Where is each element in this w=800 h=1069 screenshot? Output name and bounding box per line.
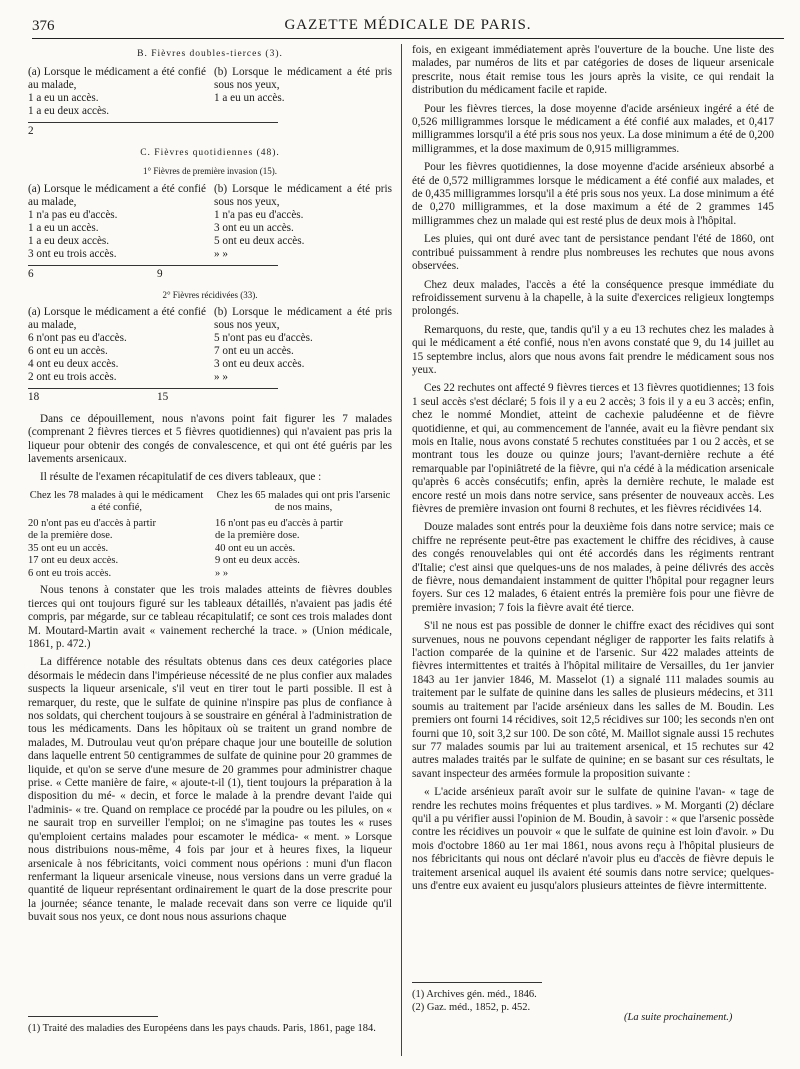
paragraph: S'il ne nous est pas possible de donner le chiffre exact des récidives qui sont survenues, nous ne pouvons cependant négliger de rapporter les faits relatifs à l'action comparée de la quinine et de l'arsenic. Sur 422 malades atteints de fièvres intermittentes et traités à l'hôpital militaire de Versailles, du 1er janvier 1843 au 1er janvier 1846, M. Masselot (1) a signalé 111 malades soumis au traitement par le sulfate de quinine dans les salles de plusieurs médecins, et 311 soumis au traitement par l'acide arsénieux dans les salles de M. Boudin. Les premiers ont fourni 14 récidives, soit 12,5 récidives sur 100; les seconds n'en ont fourni que 10, soit 3,2 sur 100. De son côté, M. Maillot signale aussi 15 rechutes sur 77 malades soumis par lui au traitement arsenical, et 15 rechutes sur 42 autres malades traités par le sulfate de quinine; en se basant sur ces résultats, le savant inspecteur des armées formule la proposition suivante : bbox=[412, 620, 774, 780]
paragraph: fois, en exigeant immédiatement après l'ouverture de la bouche. Une liste des malades, par numéros de lits et par catégories de doses de liqueur arsenicale prescrite, nous était remise tous les jours après la visite, ce qui rendait la distribution du médicament facile et rapide. bbox=[412, 44, 774, 97]
journal-title: GAZETTE MÉDICALE DE PARIS. bbox=[284, 17, 532, 33]
paragraph: Chez deux malades, l'accès a été la conséquence presque immédiate du refroidissement survenu à la chapelle, à la suite d'exercices religieux longtemps prolongés. bbox=[412, 278, 774, 318]
c2-total-row bbox=[28, 388, 278, 404]
col-b-header: (b) Lorsque le médicament a été pris sous nos yeux, bbox=[214, 182, 392, 208]
b-a-list bbox=[28, 92, 206, 118]
table-line: 1 n'a pas eu d'accès. bbox=[28, 208, 118, 221]
table-line: de la première dose. bbox=[28, 530, 113, 542]
footnote: (2) Gaz. méd., 1852, p. 452. bbox=[412, 1002, 531, 1013]
b-total-row bbox=[28, 122, 278, 138]
table-line: 3 ont eu deux accès. bbox=[214, 358, 305, 371]
c1-b-list bbox=[214, 209, 392, 261]
column-divider bbox=[401, 44, 402, 1056]
c1-a-list bbox=[28, 209, 206, 261]
page-number: 376 bbox=[32, 18, 55, 34]
section-b-title: B. Fièvres doubles-tierces (3). bbox=[137, 49, 283, 59]
paragraph: Les pluies, qui ont duré avec tant de persistance pendant l'été de 1860, ont contribué puissamment à rendre plus nombreuses les rechutes que nous avons observées. bbox=[412, 233, 774, 273]
right-column bbox=[412, 44, 774, 898]
total-value: 2 bbox=[28, 125, 34, 138]
paragraph: Pour les fièvres quotidiennes, la dose moyenne d'acide arsénieux absorbé a été de 0,572 milligrammes lorsque le médicament a été confié aux malades, et de 0,435 milligrammes lorsqu'il a été pris sous nos yeux. La dose minimum a été de 0,270 milligrammes, et la dose maximum a été de 2 grammes 145 milligrammes chez un malade qui est resté plus de deux mois à l'hôpital. bbox=[412, 161, 774, 227]
table-c1 bbox=[28, 183, 392, 261]
table-b bbox=[28, 66, 392, 118]
total-value: 9 bbox=[157, 267, 163, 280]
section-c-title: C. Fièvres quotidiennes (48). bbox=[140, 147, 280, 158]
recap-a-list bbox=[28, 518, 205, 581]
paragraph: Remarquons, du reste, que, tandis qu'il y a eu 13 rechutes chez les malades à qui le médicament a été confié, nous n'en avons constaté que 9, du 14 juillet au 15 septembre inclus, alors que nous avons fait prendre le médicament sous nos yeux. bbox=[412, 323, 774, 376]
col-a-header: (a) Lorsque le médicament a été confié au malade, bbox=[28, 66, 206, 92]
paragraph: Pour les fièvres tierces, la dose moyenne d'acide arsénieux ingéré a été de 0,526 milligrammes lorsque le médicament a été confié aux malades, et 0,417 milligrammes lorsqu'il a été pris sous nos yeux. La dose minimum a été de 0,200 milligrammes, et la dose maximum de 0,915 milligrammes. bbox=[412, 102, 774, 155]
sub1-title: 1° Fièvres de première invasion (15). bbox=[142, 166, 278, 177]
table-line: 1 a eu un accès. bbox=[214, 92, 285, 105]
left-column bbox=[28, 44, 392, 930]
table-line: 4 ont eu deux accès. bbox=[28, 358, 119, 371]
recap-header-b: Chez les 65 malades qui ont pris l'arsenic de nos mains, bbox=[216, 489, 391, 514]
c2-a-list bbox=[28, 332, 206, 384]
c2-b-list bbox=[214, 332, 392, 384]
col-b-header: (b) Lorsque le médicament a été pris sous nos yeux, bbox=[214, 306, 392, 332]
continuation-note: (La suite prochainement.) bbox=[624, 1012, 733, 1023]
table-line: 3 ont eu un accès. bbox=[214, 221, 294, 234]
table-line: 9 ont eu deux accès. bbox=[215, 555, 300, 567]
table-line: 6 ont eu trois accès. bbox=[28, 567, 112, 579]
recap-header-a: Chez les 78 malades à qui le médicament a été confié, bbox=[29, 489, 204, 514]
total-value: 18 bbox=[28, 391, 40, 404]
header-rule bbox=[32, 38, 784, 39]
table-line: 35 ont eu un accès. bbox=[28, 542, 109, 554]
paragraph: « L'acide arsénieux paraît avoir sur le sulfate de quinine l'avan- « tage de rendre les rechutes moins fréquentes et plus tardives. » M. Morganti (2) déclare qu'il a pu vérifier aussi l'opinion de M. Boudin, à savoir : « que l'arsenic possède contre les récidives un pouvoir « que le sulfate de quinine est loin d'avoir. » Du mois d'octobre 1860 au 1er mai 1861, nous avons reçu à l'hôpital plusieurs de nos fébricitants qui nous ont déclaré n'avoir plus eu d'accès de fièvre depuis le traitement arsenical auquel ils avaient été soumis dans notre service; quelques-uns d'entre eux avaient eu jusqu'alors plusieurs atteintes de fièvre intermittente. bbox=[412, 786, 774, 892]
footnote: (1) Archives gén. méd., 1846. bbox=[412, 989, 537, 1000]
table-line: 1 a eu un accès. bbox=[28, 92, 99, 105]
table-line: 1 a eu un accès. bbox=[28, 221, 99, 234]
footnote-rule bbox=[28, 1016, 158, 1017]
c1-total-row bbox=[28, 265, 278, 281]
table-line: » » bbox=[214, 371, 228, 384]
table-line: 1 a eu deux accès. bbox=[28, 234, 110, 247]
table-line: 5 ont eu deux accès. bbox=[214, 234, 305, 247]
footnote-rule bbox=[412, 982, 542, 983]
page-header bbox=[32, 14, 784, 36]
total-value: 6 bbox=[28, 267, 34, 280]
table-line: 6 ont eu un accès. bbox=[28, 345, 108, 358]
table-line: 20 n'ont pas eu d'accès à partir bbox=[28, 517, 156, 529]
table-line: 1 n'a pas eu d'accès. bbox=[214, 208, 304, 221]
paragraph: La différence notable des résultats obtenus dans ces deux catégories place désormais le médecin dans l'impérieuse nécessité de ne plus confier aux malades suspects la liqueur arsenicale, s'il veut en tirer tout le parti possible. Il est à remarquer, du reste, que le sulfate de quinine n'inspire pas plus de confiance à nos soldats, qui cherchent toujours à se soustraire en général à l'administration de tous les médicaments. Dans les hôpitaux où se traitent un grand nombre de malades, M. Dutroulau veut qu'on prépare chaque jour une bouteille de solution dans laquelle entrent 50 centigrammes de sulfate de quinine pour 20 grammes de liquide, et qu'on se serve d'une mesure de 20 grammes pour administrer chaque prise. « Cette manière de faire, « ajoute-t-il (1), tient toujours la préparation à la disposition du mé- « decin, et force le malade à la prendre devant l'aide qui l'adminis- « tre. Quand on remplace ce procédé par la poudre ou les pilules, on « ne saurait trop en surveiller l'emploi; on ne s'imagine pas toutes les « ruses qu'emploient certains malades pour escamoter le médica- « ment. » Lorsque nous distribuions nous-même, 4 fois par jour et à heures fixes, la liqueur arsenicale à nos fébricitants, voici comment nous opérions : muni d'un flacon renfermant la liqueur arsenicale vineuse, nous versions dans un verre gradué la quantité de liqueur représentant ordinairement le quart de la dose prescrite pour la journée; séance tenante, le malade recevait dans son verre ce liquide qu'il buvait sous nos yeux, ce dont nous nous assurions chaque bbox=[28, 656, 392, 924]
table-line: 40 ont eu un accès. bbox=[215, 542, 296, 554]
paragraph: Nous tenons à constater que les trois malades atteints de fièvres doubles tierces qui ont toujours figuré sur les tableaux détaillés, n'avaient pas jadis été compris, par mégarde, sur ce tableau récapitulatif; ce sont ces trois malades dont M. Moutard-Martin avait « vainement recherché la trace. » (Union médicale, 1861, p. 472.) bbox=[28, 584, 392, 650]
table-line: 16 n'ont pas eu d'accès à partir bbox=[215, 517, 343, 529]
table-line: 5 n'ont pas eu d'accès. bbox=[214, 332, 313, 345]
table-line: 1 a eu deux accès. bbox=[28, 105, 110, 118]
table-line: 3 ont eu trois accès. bbox=[28, 247, 117, 260]
col-a-header: (a) Lorsque le médicament a été confié au malade, bbox=[28, 182, 206, 208]
footnote: (1) Traité des maladies des Européens dans les pays chauds. Paris, 1861, page 184. bbox=[28, 1023, 376, 1034]
table-c2 bbox=[28, 306, 392, 384]
recap-table bbox=[28, 490, 392, 581]
footnotes bbox=[412, 988, 774, 1014]
paragraph: Ces 22 rechutes ont affecté 9 fièvres tierces et 13 fièvres quotidiennes; 13 fois 1 seul accès s'est déclaré; 5 fois il y a eu 2 accès; 3 fois il y a eu 3 accès; enfin, chez le nommé Mondiet, atteint de cachexie paludéenne et de fièvre quotidienne, et qui, au commencement de l'année, avait eu la fièvre pendant six mois en Italie, nous avons constaté 5 rechutes constituées par 1 ou 2 accès, et se montrant tous les douze ou quinze jours; l'avant-dernière rechute a été remarquable par l'opiniâtreté de la fièvre, qui n'a cédé à la médication arsenicale qu'après 6 accès consécutifs; enfin, après la dernière rechute, le malade est encore resté un mois dans notre service, sans présenter de nouveaux accès. Les fièvres de première invasion ont fourni 8 rechutes, et les fièvres récidivées 14. bbox=[412, 382, 774, 515]
col-a-header: (a) Lorsque le médicament a été confié au malade, bbox=[28, 306, 206, 332]
table-line: » » bbox=[215, 567, 229, 579]
b-b-list bbox=[214, 92, 392, 118]
recap-b-list bbox=[215, 518, 392, 581]
sub2-title: 2° Fièvres récidivées (33). bbox=[162, 290, 258, 301]
paragraph: Douze malades sont entrés pour la deuxième fois dans notre service; mais ce chiffre ne représente peut-être pas exactement le chiffre des récidives, à cause des congés renouvelables qui ont été accordés dans les régiments rentrant d'Italie; c'est ainsi que quelques-uns de nos malades, à peine délivrés des accès de fièvre, nous demandaient instamment de quitter l'hôpital pour regagner leurs foyers. Sur ces 12 malades, 6 étaient entrés la première fois pour une fièvre de première invasion; 7 fois la fièvre avait été tierce. bbox=[412, 521, 774, 614]
table-line: 17 ont eu deux accès. bbox=[28, 555, 119, 567]
table-line: 2 ont eu trois accès. bbox=[28, 371, 117, 384]
table-line: de la première dose. bbox=[215, 530, 300, 542]
table-line: 7 ont eu un accès. bbox=[214, 345, 294, 358]
col-b-header: (b) Lorsque le médicament a été pris sous nos yeux, bbox=[214, 66, 392, 92]
total-value: 15 bbox=[157, 391, 169, 404]
table-line: » » bbox=[214, 247, 228, 260]
table-line: 6 n'ont pas eu d'accès. bbox=[28, 332, 127, 345]
paragraph: Dans ce dépouillement, nous n'avons point fait figurer les 7 malades (comprenant 2 fièvres tierces et 5 fièvres quotidiennes) qui n'avaient pas pris la liqueur pour obtenir des congés de convalescence, et qui ont été guéris par les lavements arsenicaux. bbox=[28, 412, 392, 466]
paragraph: Il résulte de l'examen récapitulatif de ces divers tableaux, que : bbox=[40, 471, 322, 484]
